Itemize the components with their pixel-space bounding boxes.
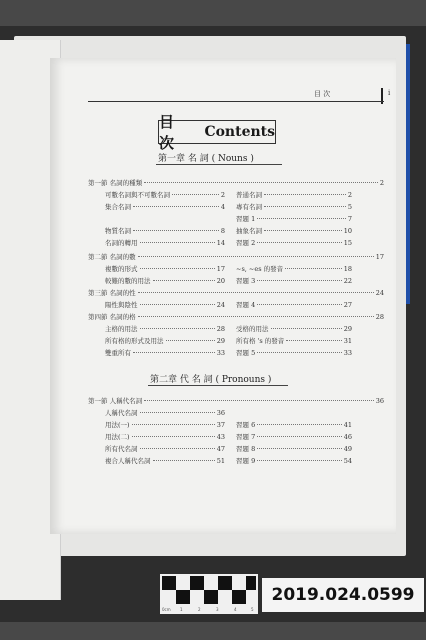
dot-leader: [133, 352, 215, 353]
dot-leader: [257, 448, 342, 449]
dot-leader: [144, 182, 378, 183]
dot-leader: [257, 242, 342, 243]
scale-label: 0cm: [162, 607, 171, 612]
dot-leader: [285, 268, 342, 269]
toc-entry-row: [105, 324, 225, 333]
dot-leader: [166, 340, 215, 341]
toc-entry-label: ~s, ~es 的發音: [236, 265, 284, 273]
scale-square: [246, 576, 256, 590]
dot-leader: [140, 242, 215, 243]
dot-leader: [153, 460, 215, 461]
toc-entry-label: 習題 8: [236, 445, 256, 453]
toc-section-row: [88, 396, 384, 405]
toc-entry-row: [236, 276, 352, 285]
toc-entry-label: 雙重所有: [105, 349, 131, 357]
toc-entry-label: 習題 4: [236, 301, 256, 309]
toc-entry-page: 8: [220, 227, 225, 235]
toc-entry-page: 5: [347, 203, 352, 211]
dot-leader: [138, 316, 374, 317]
scale-label: 3: [216, 607, 219, 612]
toc-entry-page: 46: [343, 433, 352, 441]
toc-entry-page: 27: [343, 301, 352, 309]
toc-entry-row: [105, 190, 225, 199]
scale-square: [232, 590, 246, 604]
toc-entry-row: [105, 238, 225, 247]
toc-entry-page: 17: [216, 265, 225, 273]
toc-entry-label: 第一節 名詞的種類: [88, 179, 143, 187]
header-rule: [88, 101, 384, 102]
chapter-2-heading: 第二章 代 名 詞 ( Pronouns ): [150, 375, 272, 385]
scale-square: [204, 590, 218, 604]
toc-entry-label: 主格的用法: [105, 325, 138, 333]
toc-entry-row: [105, 300, 225, 309]
toc-entry-row: [236, 226, 352, 235]
toc-title-en: Contents: [204, 124, 275, 140]
toc-entry-label: 較難的數的用法: [105, 277, 151, 285]
scale-square: [190, 576, 204, 590]
toc-entry-page: 24: [375, 289, 384, 297]
toc-entry-label: 複合人稱代名詞: [105, 457, 151, 465]
toc-entry-page: 49: [343, 445, 352, 453]
toc-entry-label: 第四節 名詞的格: [88, 313, 136, 321]
toc-entry-page: 47: [216, 445, 225, 453]
toc-entry-row: [105, 202, 225, 211]
dot-leader: [264, 206, 346, 207]
toc-entry-label: 集合名詞: [105, 203, 131, 211]
toc-entry-label: 用法(二): [105, 433, 130, 441]
toc-entry-row: [236, 336, 352, 345]
toc-entry-page: 36: [216, 409, 225, 417]
toc-entry-label: 習題 2: [236, 239, 256, 247]
toc-entry-label: 抽象名詞: [236, 227, 262, 235]
toc-entry-label: 專有名詞: [236, 203, 262, 211]
toc-entry-row: [236, 456, 352, 465]
toc-entry-label: 陽性與陰性: [105, 301, 138, 309]
toc-entry-page: 24: [216, 301, 225, 309]
toc-entry-row: [105, 264, 225, 273]
toc-section-row: [88, 312, 384, 321]
toc-page: [50, 58, 396, 534]
toc-entry-label: 所有代名詞: [105, 445, 138, 453]
scale-square: [162, 576, 176, 590]
scale-label: 4: [234, 607, 237, 612]
toc-entry-label: 習題 6: [236, 421, 256, 429]
toc-entry-page: 37: [216, 421, 225, 429]
toc-entry-row: [236, 420, 352, 429]
dot-leader: [138, 292, 374, 293]
toc-entry-label: 人稱代名詞: [105, 409, 138, 417]
dot-leader: [140, 268, 215, 269]
toc-entry-page: 7: [347, 215, 352, 223]
toc-entry-page: 10: [343, 227, 352, 235]
toc-entry-label: 所有格的形式及用法: [105, 337, 164, 345]
toc-entry-page: 2: [220, 191, 225, 199]
toc-entry-page: 18: [343, 265, 352, 273]
toc-entry-page: 22: [343, 277, 352, 285]
dot-leader: [257, 280, 342, 281]
chapter-1-heading: 第一章 名 詞 ( Nouns ): [158, 154, 254, 164]
toc-entry-page: 29: [343, 325, 352, 333]
toc-entry-page: 31: [343, 337, 352, 345]
toc-entry-label: 習題 5: [236, 349, 256, 357]
dot-leader: [264, 230, 342, 231]
toc-entry-page: 41: [343, 421, 352, 429]
toc-entry-label: 所有格 's 的發音: [236, 337, 285, 345]
accession-number-label: 2019.024.0599: [262, 578, 424, 612]
dot-leader: [138, 256, 374, 257]
dot-leader: [257, 424, 342, 425]
dot-leader: [264, 194, 346, 195]
dot-leader: [140, 328, 215, 329]
toc-entry-page: 2: [347, 191, 352, 199]
toc-entry-label: 習題 1: [236, 215, 256, 223]
toc-entry-page: 28: [375, 313, 384, 321]
dot-leader: [133, 230, 219, 231]
dot-leader: [172, 194, 219, 195]
toc-entry-label: 名詞的轉用: [105, 239, 138, 247]
dot-leader: [257, 304, 342, 305]
toc-entry-label: 習題 7: [236, 433, 256, 441]
toc-entry-row: [105, 336, 225, 345]
toc-entry-page: 33: [216, 349, 225, 357]
toc-entry-page: 20: [216, 277, 225, 285]
toc-entry-row: [236, 238, 352, 247]
scale-label: 5: [251, 607, 254, 612]
dot-leader: [257, 460, 342, 461]
toc-entry-page: 15: [343, 239, 352, 247]
scale-square: [218, 576, 232, 590]
dot-leader: [132, 436, 215, 437]
toc-section-row: [88, 252, 384, 261]
dot-leader: [140, 448, 215, 449]
toc-title: [158, 113, 276, 152]
dot-leader: [153, 280, 215, 281]
toc-entry-page: 36: [375, 397, 384, 405]
dot-leader: [257, 436, 342, 437]
dot-leader: [132, 424, 215, 425]
toc-entry-row: [105, 432, 225, 441]
dot-leader: [140, 304, 215, 305]
dot-leader: [286, 340, 341, 341]
toc-entry-label: 第二節 名詞的數: [88, 253, 136, 261]
toc-entry-label: 習題 9: [236, 457, 256, 465]
toc-entry-row: [105, 276, 225, 285]
toc-entry-label: 第三節 名詞的性: [88, 289, 136, 297]
toc-entry-row: [236, 444, 352, 453]
toc-entry-row: [236, 214, 352, 223]
toc-entry-label: 物質名詞: [105, 227, 131, 235]
toc-entry-row: [236, 190, 352, 199]
toc-entry-page: 4: [220, 203, 225, 211]
toc-entry-label: 用法(一): [105, 421, 130, 429]
toc-entry-page: 2: [379, 179, 384, 187]
toc-entry-label: 複數的形式: [105, 265, 138, 273]
toc-entry-row: [236, 324, 352, 333]
toc-entry-page: 54: [343, 457, 352, 465]
toc-entry-row: [105, 456, 225, 465]
scale-label: 2: [198, 607, 201, 612]
dot-leader: [140, 412, 215, 413]
toc-entry-row: [236, 202, 352, 211]
running-header-label: 目 次: [314, 90, 331, 98]
toc-entry-page: 33: [343, 349, 352, 357]
chapter-2-underline: [148, 385, 288, 386]
toc-entry-page: 43: [216, 433, 225, 441]
running-header-page: i: [388, 89, 391, 97]
toc-entry-page: 14: [216, 239, 225, 247]
chapter-1-underline: [156, 164, 282, 165]
toc-entry-row: [105, 444, 225, 453]
toc-entry-label: 普通名詞: [236, 191, 262, 199]
toc-entry-row: [105, 420, 225, 429]
dot-leader: [257, 352, 342, 353]
toc-entry-row: [236, 264, 352, 273]
toc-entry-page: 29: [216, 337, 225, 345]
toc-section-row: [88, 178, 384, 187]
scale-label: 1: [180, 607, 183, 612]
scale-square: [176, 590, 190, 604]
toc-entry-label: 習題 3: [236, 277, 256, 285]
toc-entry-page: 17: [375, 253, 384, 261]
toc-title-zh: 目 次: [159, 113, 185, 152]
toc-entry-row: [105, 408, 225, 417]
color-scale-bar: [160, 574, 258, 614]
dot-leader: [257, 218, 346, 219]
toc-entry-row: [236, 432, 352, 441]
toc-entry-row: [105, 348, 225, 357]
dot-leader: [144, 400, 374, 401]
dot-leader: [271, 328, 342, 329]
toc-entry-row: [236, 348, 352, 357]
toc-entry-row: [105, 226, 225, 235]
toc-entry-page: 51: [216, 457, 225, 465]
toc-entry-row: [236, 300, 352, 309]
toc-entry-label: 第一節 人稱代名詞: [88, 397, 143, 405]
toc-section-row: [88, 288, 384, 297]
toc-entry-label: 可數名詞與不可數名詞: [105, 191, 170, 199]
toc-entry-page: 28: [216, 325, 225, 333]
dot-leader: [133, 206, 219, 207]
toc-entry-label: 受格的用法: [236, 325, 269, 333]
